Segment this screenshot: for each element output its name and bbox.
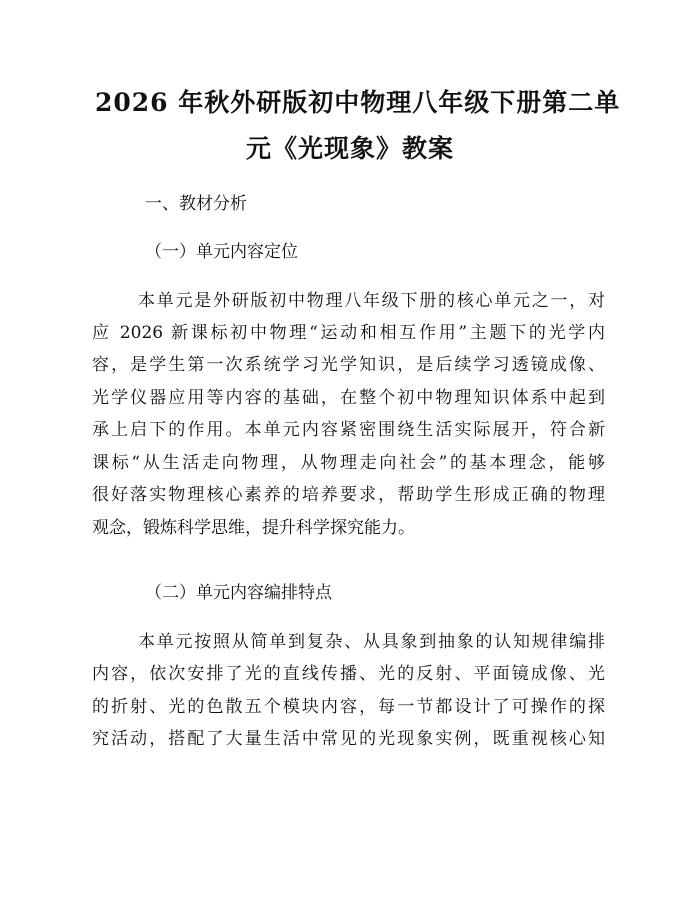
paragraph-1-line: 本单元是外研版初中物理八年级下册的核心单元之一，对 <box>138 291 605 311</box>
paragraph-2-line: 内容，依次安排了光的直线传播、光的反射、平面镜成像、光 <box>92 664 605 684</box>
paragraph-1-line: 观念，锻炼科学思维，提升科学探究能力。 <box>92 518 415 538</box>
subsection-heading-unit-positioning: （一）单元内容定位 <box>145 242 298 262</box>
paragraph-1-line: 课标“从生活走向物理，从物理走向社会”的基本理念，能够 <box>92 453 605 473</box>
paragraph-2-line: 的折射、光的色散五个模块内容，每一节都设计了可操作的探 <box>92 697 605 717</box>
subsection-heading-unit-arrangement: （二）单元内容编排特点 <box>145 583 332 603</box>
paragraph-1-line: 光学仪器应用等内容的基础，在整个初中物理知识体系中起到 <box>92 388 605 408</box>
document-title-line-1: 2026 年秋外研版初中物理八年级下册第二单 <box>95 88 621 117</box>
paragraph-2-line: 究活动，搭配了大量生活中常见的光现象实例，既重视核心知 <box>92 729 605 749</box>
paragraph-1-line: 应 2026 新课标初中物理“运动和相互作用”主题下的光学内 <box>92 323 605 343</box>
paragraph-2-line: 本单元按照从简单到复杂、从具象到抽象的认知规律编排 <box>138 632 605 652</box>
paragraph-1-line: 容，是学生第一次系统学习光学知识，是后续学习透镜成像、 <box>92 355 605 375</box>
paragraph-1-line: 承上启下的作用。本单元内容紧密围绕生活实际展开，符合新 <box>92 420 605 440</box>
document-title-line-2: 元《光现象》教案 <box>245 134 454 163</box>
paragraph-1-line: 很好落实物理核心素养的培养要求，帮助学生形成正确的物理 <box>92 485 605 505</box>
section-heading-textbook-analysis: 一、教材分析 <box>145 194 247 214</box>
